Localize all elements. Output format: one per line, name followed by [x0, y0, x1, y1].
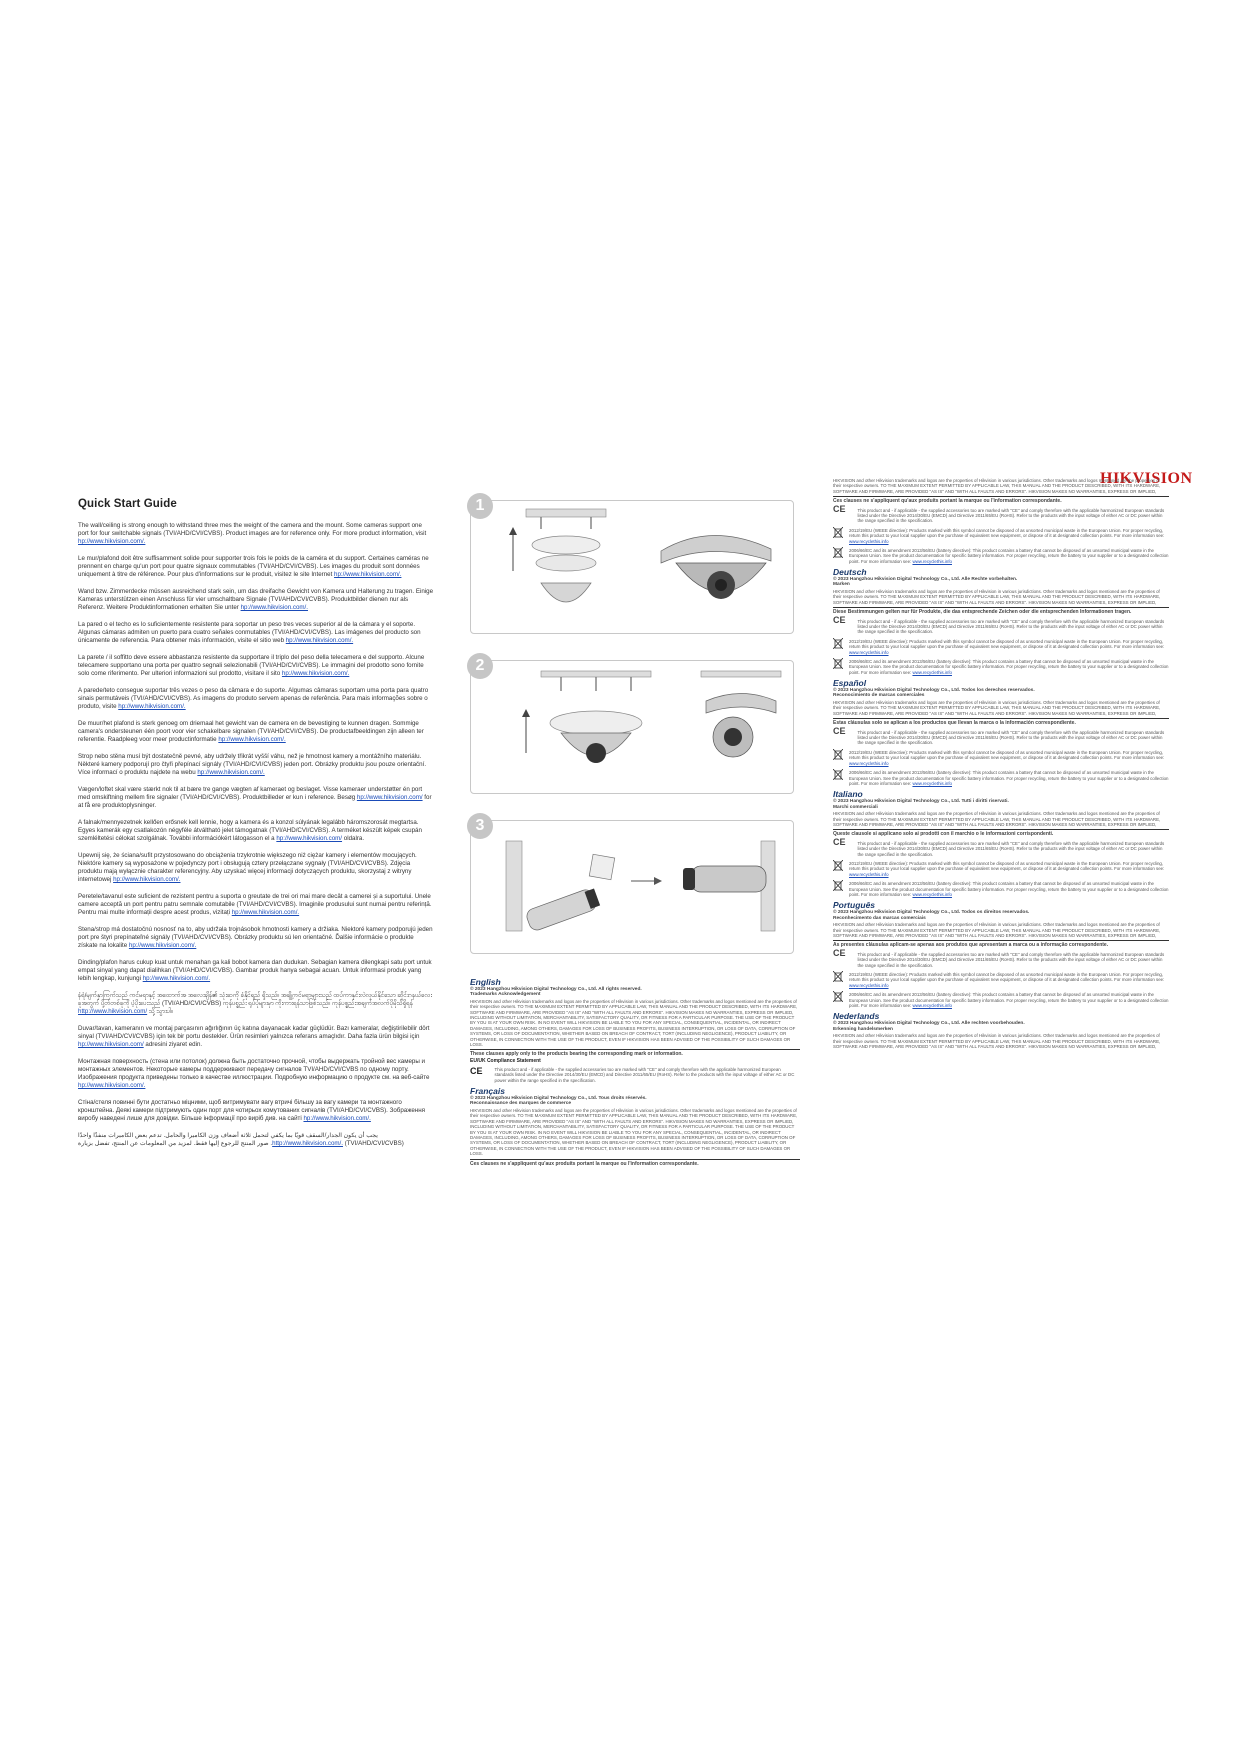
- ce-mark-icon: CE: [833, 947, 846, 958]
- intro-paragraph: [78, 1099, 434, 1123]
- intro-paragraph: [78, 654, 434, 678]
- battery-bin-icon: [833, 769, 843, 780]
- language-section: [833, 789, 1169, 898]
- clause-note: Queste clausole si applicano solo ai prodotti con il marchio o le informazioni corrispondenti.: [833, 831, 1054, 838]
- trademark-heading: Trademarks Acknowledgement: [470, 992, 541, 998]
- battery-bin-icon: [833, 880, 843, 891]
- intro-text: Монтажная поверхность (стена или потолок) должна быть достаточно прочной, чтобы выдержать тройной вес камеры и монтажных элементов. Некоторые камеры поддерживают передачу сигналов TVI/AHD/CVI/CVBS по одному порту. Изображения продукта приведены только в качестве иллюстрации. Подробную информацию о продукте см. на веб-сайте: [78, 1058, 430, 1081]
- ce-mark-icon: CE: [833, 503, 846, 514]
- weee-text: [849, 750, 1169, 766]
- hikvision-link[interactable]: hp://www.hikvision.com/: [276, 835, 343, 842]
- legal-fine-print: HIKVISION and other Hikvision trademarks and logos are the properties of Hikvision in various jurisdictions. Other trademarks and logos mentioned are the properties of their respective owners. TO THE MAXIMUM EXTENT PERMITTED BY APPLICABLE LAW, THIS MANUAL AND THE PRODUCT DESCRIBED, WITH ITS HARDWARE, SOFTWARE AND FIRMWARE, ARE PROVIDED "AS IS" AND "WITH ALL FAULTS AND ERRORS". HIKVISION MAKES NO WARRANTIES, EXPRESS OR IMPLIED,: [833, 478, 1161, 494]
- weee-row: [833, 527, 1169, 545]
- recycle-link[interactable]: www.recyclethis.info: [849, 871, 889, 877]
- clause-note: Ces clauses ne s'appliquent qu'aux produits portant la marque ou l'information correspondante.: [833, 498, 1062, 504]
- language-section: [833, 678, 1169, 787]
- divider: [470, 1049, 800, 1050]
- ce-mark-icon: CE: [833, 836, 846, 847]
- hikvision-link[interactable]: hp://www.hikvision.com/.: [118, 703, 186, 710]
- intro-paragraph: [78, 1058, 434, 1090]
- battery-row: [833, 991, 1169, 1009]
- recycle-link[interactable]: www.recyclethis.info: [912, 558, 952, 564]
- language-title: Português: [833, 900, 876, 911]
- hikvision-link[interactable]: hp://www.hikvision.com/.: [197, 769, 265, 776]
- step-number: 1: [467, 493, 493, 519]
- trademark-heading: Erkenning handelsmerken: [833, 1026, 893, 1032]
- weee-text: [849, 528, 1169, 544]
- intro-paragraph: [78, 819, 434, 843]
- language-section: [470, 1086, 800, 1167]
- page-title: Quick Start Guide: [78, 498, 177, 510]
- battery-bin-icon: [833, 658, 843, 669]
- legal-fine-print: HIKVISION and other Hikvision trademarks and logos are the properties of Hikvision in various jurisdictions. Other trademarks and logos mentioned are the properties of their respective owners. TO THE MAXIMUM EXTENT PERMITTED BY APPLICABLE LAW, THIS MANUAL AND THE PRODUCT DESCRIBED, WITH ITS HARDWARE, SOFTWARE AND FIRMWARE, ARE PROVIDED "AS IS" AND "WITH ALL FAULTS AND ERRORS". HIKVISION MAKES NO WARRANTIES, EXPRESS OR IMPLIED,: [833, 700, 1161, 716]
- intro-text: Stena/strop má dostatočnú nosnosť na to, aby udržala trojnásobok hmotnosti kamery a držiaka. Niektoré kamery podporujú jeden port pre štyri prepínateľné signály (TVI/AHD/CVI/CVBS). Obrázky produktu sú len orientačné. Ďalšie informácie o produkte získate na lokalite: [78, 926, 433, 949]
- compliance-text: This product and - if applicable - the supplied accessories too are marked with "CE" and comply therefore with the applicable harmonized European standards listed under the Directive 2014/30/EU (EMCD) and Directive 2011/65/EU (RoHS). Refer to the products with the input voltage of either AC or DC power within the range specified in the specification.: [857, 840, 1165, 857]
- intro-tail: adresini ziyaret edin.: [143, 1041, 203, 1048]
- hikvision-link[interactable]: hp://www.hikvision.com/.: [334, 571, 402, 578]
- battery-bin-icon: [833, 991, 843, 1002]
- bullet-camera-wall-mount-illustration: [471, 821, 793, 953]
- weee-statement: 2012/19/EU (WEEE directive): Products marked with this symbol cannot be disposed of as unsorted municipal waste in the European Union. For proper recycling, return this product to your local supplier upon the purchase of equivalent new equipment, or dispose of it at designated collection points. For more information see:: [849, 860, 1165, 872]
- crossed-bin-icon: [833, 860, 843, 871]
- crossed-bin-icon: [833, 527, 843, 538]
- battery-text: [849, 992, 1169, 1008]
- middle-column: [470, 497, 800, 1167]
- step-2-figure: [470, 657, 794, 794]
- weee-text: [849, 639, 1169, 655]
- trademark-heading: Reconnaissance des marques de commerce: [470, 1101, 572, 1107]
- ce-mark-icon: CE: [833, 725, 846, 736]
- arabic-line-2: (TVI/AHD/CVI/CVBS). صور المنتج للرجوع إليها فقط. لمزيد من المعلومات عن المنتج، تفضل بزيارة: [78, 1140, 404, 1147]
- copyright-line: © 2023 Hangzhou Hikvision Digital Technology Co., Ltd. Alle Rechte vorbehalten.: [833, 576, 1018, 582]
- divider: [833, 829, 1169, 830]
- trademark-heading: Marken: [833, 582, 850, 588]
- intro-text: The wall/ceiling is strong enough to withstand three mes the weight of the camera and the mount. Some cameras support one port for four switchable signals (TVI/AHD/CVI/CVBS). Product images are for reference only. For more product information, visit: [78, 522, 427, 537]
- recycle-link[interactable]: www.recyclethis.info: [849, 649, 889, 655]
- intro-paragraph: [78, 555, 434, 579]
- step-number: 3: [467, 813, 493, 839]
- hikvision-link[interactable]: hp://www.hikvision.com/.: [240, 604, 308, 611]
- recycle-link[interactable]: www.recyclethis.info: [912, 1002, 952, 1008]
- compliance-text: This product and - if applicable - the supplied accessories too are marked with "CE" and comply therefore with the applicable harmonized European standards listed under the Directive 2014/30/EU (EMCD) and Directive 2011/65/EU (RoHS). Refer to the products with the input voltage of either AC or DC power within the range specified in the specification.: [494, 1067, 795, 1083]
- battery-text: [849, 770, 1169, 786]
- intro-paragraph: [78, 753, 434, 777]
- battery-statement: 2006/66/EC and its amendment 2013/56/EU (battery directive): This product contains a battery that cannot be disposed of as unsorted municipal waste in the European Union. See the product documentation for specific battery information. For proper recycling, return the battery to your supplier or to a designated collection point. For more information see:: [849, 770, 1169, 786]
- clause-note: Diese Bestimmungen gelten nur für Produkte, die das entsprechende Zeichen oder die entsprechenden Informationen tragen.: [833, 609, 1132, 616]
- language-section: [833, 478, 1169, 565]
- intro-text: နံရံ/မျက်နှာကြက်သည် ကင်မရာနှင့် အထောက်အ အလေးချိန်၏ သုံးဆကို ခံနိုင်ရည် ရှိသည်။ အချို့ကင်မရာများသည် ထပ်ကာနှင်းလဲလှယ်နိုင်သော ဆိုင်းဂနယ်လေးခုအတွက် ပို့တ်တစ်ခုကို ပံ့ပိုးပေးသည် (TVI/AHD/CVI/CVBS) ကုန်ပစ္စည်း ရုပ်ပုံများမှာ ကိုးကားရန်သာဖြစ်သည်။ ကုန်ပစ္စည်းအချက်အလက်ပိုမိုသိရှိရန်: [78, 992, 433, 1007]
- ce-mark-icon: CE: [470, 1066, 483, 1077]
- battery-statement: 2006/66/EC and its amendment 2013/56/EU (battery directive): This product contains a battery that cannot be disposed of as unsorted municipal waste in the European Union. See the product documentation for specific battery information. For proper recycling, return the battery to your supplier or to a designated collection point. For more information see:: [849, 659, 1169, 675]
- turret-camera-mount-illustration: [471, 661, 793, 793]
- clause-note: These clauses apply only to the products bearing the corresponding mark or information.: [470, 1051, 683, 1058]
- battery-row: [833, 658, 1169, 676]
- arabic-link[interactable]: http://www.hikvision.com/.: [272, 1140, 343, 1147]
- middle-legal-text: [470, 977, 800, 1167]
- hikvision-link[interactable]: hp://www.hikvision.com/.: [303, 1115, 371, 1122]
- recycle-link[interactable]: www.recyclethis.info: [849, 538, 889, 544]
- recycle-link[interactable]: www.recyclethis.info: [849, 982, 889, 988]
- right-column: [833, 474, 1169, 1050]
- crossed-bin-icon: [833, 971, 843, 982]
- hikvision-link[interactable]: http://www.hikvision.com/: [78, 1008, 148, 1015]
- divider: [833, 496, 1169, 497]
- intro-paragraph: [78, 621, 434, 645]
- left-column: [78, 498, 434, 1157]
- weee-statement: 2012/19/EU (WEEE directive): Products marked with this symbol cannot be disposed of as unsorted municipal waste in the European Union. For proper recycling, return this product to your local supplier upon the purchase of equivalent new equipment, or dispose of it at designated collection points. For more information see:: [849, 527, 1165, 539]
- dome-camera-ceiling-mount-illustration: [471, 501, 793, 633]
- compliance-text: This product and - if applicable - the supplied accessories too are marked with "CE" and comply therefore with the applicable harmonized European standards listed under the Directive 2014/30/EU (EMCD) and Directive 2011/65/EU (RoHS). Refer to the products with the input voltage of either AC or DC power within the range specified in the specification.: [857, 618, 1165, 635]
- copyright-line: © 2023 Hangzhou Hikvision Digital Technology Co., Ltd. Todos los derechos reservados.: [833, 687, 1035, 693]
- intro-paragraph: [78, 1025, 434, 1049]
- ce-compliance-row: [833, 614, 1169, 636]
- legal-fine-print: HIKVISION and other Hikvision trademarks and logos are the properties of Hikvision in various jurisdictions. Other trademarks and logos mentioned are the properties of their respective owners. TO THE MAXIMUM EXTENT PERMITTED BY APPLICABLE LAW, THIS MANUAL AND THE PRODUCT DESCRIBED, WITH ITS HARDWARE, SOFTWARE AND FIRMWARE, ARE PROVIDED "AS IS" AND "WITH ALL FAULTS AND ERRORS". HIKVISION MAKES NO WARRANTIES, EXPRESS OR IMPLIED,: [833, 922, 1161, 938]
- weee-text: [849, 861, 1169, 877]
- step-1-figure: [470, 497, 794, 634]
- intro-text: A falnak/mennyezetnek kellően erősnek kell lennie, hogy a kamera és a konzol súlyának legalább háromszorosát megtartsa. Egyes kamerák egy csatlakozón négyféle átváltható jelet támogatnak (TVI/AHD/CVI/CVBS). A terméket készült képek csupán szemléltetési célokat szolgálnak. További információkért látogasson el a: [78, 819, 422, 842]
- intro-paragraph: [78, 852, 434, 884]
- language-title: Deutsch: [833, 567, 867, 578]
- battery-row: [833, 880, 1169, 898]
- language-section: [833, 1011, 1169, 1049]
- weee-row: [833, 749, 1169, 767]
- hikvision-link[interactable]: hp://www.hikvision.com/.: [142, 975, 211, 982]
- compliance-text: This product and - if applicable - the supplied accessories too are marked with "CE" and comply therefore with the applicable harmonized European standards listed under the Directive 2014/30/EU (EMCD) and Directive 2011/65/EU (RoHS). Refer to the products with the input voltage of either AC or DC power within the range specified in the specification.: [857, 729, 1165, 746]
- intro-text: Duvar/tavan, kameranın ve montaj parçasının ağırlığının üç katına dayanacak kadar güçlüdür. Bazı kameralar, değiştirilebilir dört sinyal (TVI/AHD/CVI/CVBS) için tek bir portu destekler. Ürün resimleri yalnızca referans amaçlıdır. Daha fazla ürün bilgisi için: [78, 1025, 430, 1040]
- language-section: [833, 567, 1169, 676]
- intro-text: Strop nebo stěna musí být dostatečně pevné, aby udržely třikrát vyšší váhu, než je hmotnost kamery a montážního materiálu. Některé kamery podporují pro čtyři přepínací signály (TVI/AHD/CVI/CVBS) jeden port. Obrázky produktu jsou pouze orientační. Více informací o produktu najdete na webu: [78, 753, 427, 776]
- hikvision-link[interactable]: hp://www.hikvision.com/.: [113, 876, 181, 883]
- intro-text: Wand bzw. Zimmerdecke müssen ausreichend stark sein, um das dreifache Gewicht von Kamera und Halterung zu tragen. Einige Kameras unterstützen einen Anschluss für vier umschaltbare Signale (TVI/AHD/CVI/CVBS). Produktbilder dienen nur als Referenz. Weitere Produktinformationen erhalten Sie unter: [78, 588, 434, 611]
- trademark-heading: Marchi commerciali: [833, 804, 878, 810]
- recycle-link[interactable]: www.recyclethis.info: [912, 669, 952, 675]
- arabic-paragraph: [78, 1132, 434, 1148]
- language-title: Italiano: [833, 789, 863, 800]
- step-number: 2: [467, 653, 493, 679]
- intro-text: La parete / il soffitto deve essere abbastanza resistente da supportare il triplo del peso della telecamera e del supporto. Alcune telecamere supportano una porta per quattro segnali selezionabili (TVI/AHD/CVI/CVBS). Le immagini del prodotto sono fornite solo come riferimento. Per ulteriori informazioni sul prodotto, visitare il sito: [78, 654, 425, 677]
- intro-paragraph: [78, 992, 434, 1016]
- intro-tail: for at få ere produktoplysninger.: [78, 794, 432, 809]
- divider: [833, 607, 1169, 608]
- hikvision-link[interactable]: hp://www.hikvision.com/.: [78, 538, 146, 545]
- recycle-link[interactable]: www.recyclethis.info: [912, 891, 952, 897]
- battery-statement: 2006/66/EC and its amendment 2013/56/EU (battery directive): This product contains a battery that cannot be disposed of as unsorted municipal waste in the European Union. See the product documentation for specific battery information. For proper recycling, return the battery to your supplier or to a designated collection point. For more information see:: [849, 992, 1169, 1008]
- hikvision-link[interactable]: hp://www.hikvision.com/.: [218, 736, 286, 743]
- intro-text: Vægen/loftet skal være stærkt nok til at bære tre gange vægten af kameraet og beslaget. Visse kameraer understøtter én port med omskiftning mellem fire signaler (TVI/AHD/CVI/CVBS). Produktbilleder er kun i reference. Besøg: [78, 786, 423, 801]
- hikvision-link[interactable]: hp://www.hikvision.com/.: [281, 670, 350, 677]
- step-3-figure: [470, 817, 794, 954]
- intro-paragraph: [78, 687, 434, 711]
- ce-compliance-row: [833, 947, 1169, 969]
- hikvision-link[interactable]: hp://www.hikvision.com/.: [285, 637, 354, 644]
- intro-paragraph: [78, 720, 434, 744]
- hikvision-link[interactable]: hp://www.hikvision.com/.: [78, 1082, 146, 1089]
- intro-text: La pared o el techo es lo suficientemente resistente para soportar un peso tres veces superior al de la cámara y el soporte. Algunas cámaras admiten un puerto para cuatro señales conmutables (TVI/AHD/CVI/CVBS). Las imágenes del producto son únicamente de referencia. Para obtener más información, visite el sitio web: [78, 621, 421, 644]
- intro-tail: သို့ သွားပါ။: [147, 1008, 174, 1015]
- ce-mark-icon: CE: [833, 614, 846, 625]
- copyright-line: © 2023 Hangzhou Hikvision Digital Technology Co., Ltd. Tous droits réservés.: [470, 1095, 647, 1101]
- battery-bin-icon: [833, 547, 843, 558]
- battery-text: [849, 659, 1169, 675]
- intro-text: Le mur/plafond doit être suffisamment solide pour supporter trois fois le poids de la caméra et du support. Certaines caméras ne prennent en charge qu'un port pour quatre signaux commutables (TVI/AHD/CVI/CVBS). Les images du produit sont données uniquement à titre de référence. Pour plus d'informations sur le produit, visitez le site Internet: [78, 555, 429, 578]
- intro-text: A parede/teto consegue suportar três vezes o peso da câmara e do suporte. Algumas câmaras suportam uma porta para quatro sinais permutáveis (TVI/AHD/CVI/CVBS). As imagens do produto servem apenas de referência. Para mais informações sobre o produto, visite: [78, 687, 429, 710]
- legal-fine-print: HIKVISION and other Hikvision trademarks and logos are the properties of Hikvision in various jurisdictions. Other trademarks and logos mentioned are the properties of their respective owners. TO THE MAXIMUM EXTENT PERMITTED BY APPLICABLE LAW, THIS MANUAL AND THE PRODUCT DESCRIBED, WITH ITS HARDWARE, SOFTWARE AND FIRMWARE, ARE PROVIDED "AS IS" AND "WITH ALL FAULTS AND ERRORS". HIKVISION MAKES NO WARRANTIES, EXPRESS OR IMPLIED,: [833, 1033, 1161, 1049]
- intro-paragraph: [78, 588, 434, 612]
- legal-fine-print: HIKVISION and other Hikvision trademarks and logos are the properties of Hikvision in various jurisdictions. Other trademarks and logos mentioned are the properties of their respective owners. TO THE MAXIMUM EXTENT PERMITTED BY APPLICABLE LAW, THIS MANUAL AND THE PRODUCT DESCRIBED, WITH ITS HARDWARE, SOFTWARE AND FIRMWARE, ARE PROVIDED "AS IS" AND "WITH ALL FAULTS AND ERRORS". HIKVISION MAKES NO WARRANTIES, EXPRESS OR IMPLIED, INCLUDING WITHOUT LIMITATION, MERCHANTABILITY, SATISFACTORY QUALITY, OR FITNESS FOR A PARTICULAR PURPOSE. THE USE OF THE PRODUCT BY YOU IS AT YOUR OWN RISK. IN NO EVENT WILL HIKVISION BE LIABLE TO YOU FOR ANY SPECIAL, CONSEQUENTIAL, INCIDENTAL, OR INDIRECT DAMAGES, INCLUDING, AMONG OTHERS, DAMAGES FOR LOSS OF BUSINESS PROFITS, BUSINESS INTERRUPTION, OR LOSS OF DATA, CORRUPTION OF SYSTEMS, OR LOSS OF DOCUMENTATION, WHETHER BASED ON BREACH OF CONTRACT, TORT (INCLUDING NEGLIGENCE), PRODUCT LIABILITY, OR OTHERWISE, IN CONNECTION WITH THE USE OF THE PRODUCT, EVEN IF HIKVISION HAS BEEN ADVISED OF THE POSSIBILITY OF SUCH DAMAGES OR LOSS.: [470, 998, 798, 1048]
- weee-statement: 2012/19/EU (WEEE directive): Products marked with this symbol cannot be disposed of as unsorted municipal waste in the European Union. For proper recycling, return this product to your local supplier upon the purchase of equivalent new equipment, or dispose of it at designated collection points. For more information see:: [849, 749, 1165, 761]
- intro-text: Peretele/tavanul este suficient de rezistent pentru a suporta o greutate de trei ori mai mare decât a camerei și a suportului. Unele camere acceptă un port pentru patru semnale comutabile (TVI/AHD/CVI/CVBS). Imaginile produsului sunt numai pentru referință. Pentru mai multe informații despre acest produs, vizitați: [78, 893, 432, 916]
- battery-row: [833, 547, 1169, 565]
- intro-tail: oldalra.: [342, 835, 365, 842]
- arabic-line-1: يجب أن يكون الجدار/السقف قويًا بما يكفي لتحمل ثلاثة أضعاف وزن الكاميرا والحامل. تدعم بعض الكاميرات منفذًا واحدًا: [78, 1132, 379, 1139]
- intro-paragraph: [78, 959, 434, 983]
- language-title: English: [470, 977, 501, 987]
- ce-compliance-row: [833, 836, 1169, 858]
- language-title: Français: [470, 1086, 505, 1097]
- clause-note: As presentes cláusulas aplicam-se apenas aos produtos que apresentam a marca ou a informação correspondente.: [833, 942, 1109, 949]
- trademark-heading: Reconocimiento de marcas comerciales: [833, 693, 925, 699]
- intro-text: Upewnij się, że ściana/sufit przystosowano do obciążenia trzykrotnie większego niż ciężar kamery i elementów mocujących. Niektóre kamery są wyposażone w pojedynczy port i obsługują cztery przełączane sygnały (TVI/AHD/CVI/CVBS). Zdjęcia produktu mają wyłącznie charakter referencyjny. Aby uzyskać więcej informacji dotyczących produktu, skorzystaj z witryny internetowej: [78, 852, 417, 883]
- intro-text: De muur/het plafond is sterk genoeg om driemaal het gewicht van de camera en de bevestiging te kunnen dragen. Sommige camera's ondersteunen één poort voor vier schakelbare signalen (TVI/AHD/CVI/CVBS). De productafbeeldingen zijn alleen ter referentie. Raadpleeg voor meer productinformatie: [78, 720, 424, 743]
- divider: [470, 1159, 800, 1160]
- weee-row: [833, 860, 1169, 878]
- multilingual-intro: [78, 522, 434, 1123]
- hikvision-link[interactable]: hp://www.hikvision.com/.: [128, 942, 197, 949]
- divider: [833, 940, 1169, 941]
- recycle-link[interactable]: www.recyclethis.info: [912, 780, 952, 786]
- hikvision-link[interactable]: hp://www.hikvision.com/.: [231, 909, 300, 916]
- intro-paragraph: [78, 786, 434, 810]
- crossed-bin-icon: [833, 749, 843, 760]
- weee-text: [849, 972, 1169, 988]
- compliance-text: This product and - if applicable - the supplied accessories too are marked with "CE" and comply therefore with the applicable harmonized European standards listed under the Directive 2014/30/EU (EMCD) and Directive 2011/65/EU (RoHS). Refer to the products with the input voltage of either AC or DC power within the range specified in the specification.: [857, 951, 1165, 968]
- weee-statement: 2012/19/EU (WEEE directive): Products marked with this symbol cannot be disposed of as unsorted municipal waste in the European Union. For proper recycling, return this product to your local supplier upon the purchase of equivalent new equipment, or dispose of it at designated collection points. For more information see:: [849, 638, 1165, 650]
- weee-row: [833, 971, 1169, 989]
- battery-text: [849, 548, 1169, 564]
- eu-compliance-heading: EU/UK Compliance Statement: [470, 1058, 541, 1065]
- clause-note: Estas cláusulas solo se aplican a los productos que llevan la marca o la información correspondiente.: [833, 720, 1076, 727]
- weee-row: [833, 638, 1169, 656]
- intro-paragraph: [78, 926, 434, 950]
- intro-paragraph: [78, 522, 434, 546]
- copyright-line: © 2023 Hangzhou Hikvision Digital Technology Co., Ltd. Tutti i diritti riservati.: [833, 798, 1009, 804]
- battery-row: [833, 769, 1169, 787]
- intro-paragraph: [78, 893, 434, 917]
- recycle-link[interactable]: www.recyclethis.info: [849, 760, 889, 766]
- language-section: [470, 977, 800, 1058]
- compliance-text: This product and - if applicable - the supplied accessories too are marked with "CE" and comply therefore with the applicable harmonized European standards listed under the Directive 2014/30/EU (EMCD) and Directive 2011/65/EU (RoHS). Refer to the products with the input voltage of either AC or DC power within the range specified in the specification.: [857, 507, 1165, 524]
- clause-note: Ces clauses ne s'appliquent qu'aux produits portant la marque ou l'information correspondante.: [470, 1160, 699, 1167]
- battery-statement: 2006/66/EC and its amendment 2013/56/EU (battery directive): This product contains a battery that cannot be disposed of as unsorted municipal waste in the European Union. See the product documentation for specific battery information. For proper recycling, return the battery to your supplier or to a designated collection point. For more information see:: [849, 548, 1169, 564]
- legal-fine-print: HIKVISION and other Hikvision trademarks and logos are the properties of Hikvision in various jurisdictions. Other trademarks and logos mentioned are the properties of their respective owners. TO THE MAXIMUM EXTENT PERMITTED BY APPLICABLE LAW, THIS MANUAL AND THE PRODUCT DESCRIBED, WITH ITS HARDWARE, SOFTWARE AND FIRMWARE, ARE PROVIDED "AS IS" AND "WITH ALL FAULTS AND ERRORS". HIKVISION MAKES NO WARRANTIES, EXPRESS OR IMPLIED,: [833, 811, 1161, 827]
- copyright-line: © 2023 Hangzhou Hikvision Digital Technology Co., Ltd. All rights reserved.: [470, 986, 642, 992]
- hikvision-logo: HIKVISION: [1100, 470, 1193, 487]
- battery-statement: 2006/66/EC and its amendment 2013/56/EU (battery directive): This product contains a battery that cannot be disposed of as unsorted municipal waste in the European Union. See the product documentation for specific battery information. For proper recycling, return the battery to your supplier or to a designated collection point. For more information see:: [849, 881, 1169, 897]
- legal-fine-print: HIKVISION and other Hikvision trademarks and logos are the properties of Hikvision in various jurisdictions. Other trademarks and logos mentioned are the properties of their respective owners. TO THE MAXIMUM EXTENT PERMITTED BY APPLICABLE LAW, THIS MANUAL AND THE PRODUCT DESCRIBED, WITH ITS HARDWARE, SOFTWARE AND FIRMWARE, ARE PROVIDED "AS IS" AND "WITH ALL FAULTS AND ERRORS". HIKVISION MAKES NO WARRANTIES, EXPRESS OR IMPLIED, INCLUDING WITHOUT LIMITATION, MERCHANTABILITY, SATISFACTORY QUALITY, OR FITNESS FOR A PARTICULAR PURPOSE. THE USE OF THE PRODUCT BY YOU IS AT YOUR OWN RISK. IN NO EVENT WILL HIKVISION BE LIABLE TO YOU FOR ANY SPECIAL, CONSEQUENTIAL, INCIDENTAL, OR INDIRECT DAMAGES, INCLUDING, AMONG OTHERS, DAMAGES FOR LOSS OF BUSINESS PROFITS, BUSINESS INTERRUPTION, OR LOSS OF DATA, CORRUPTION OF SYSTEMS, OR LOSS OF DOCUMENTATION, WHETHER BASED ON BREACH OF CONTRACT, TORT (INCLUDING NEGLIGENCE), PRODUCT LIABILITY, OR OTHERWISE, IN CONNECTION WITH THE USE OF THE PRODUCT, EVEN IF HIKVISION HAS BEEN ADVISED OF THE POSSIBILITY OF SUCH DAMAGES OR LOSS.: [470, 1108, 798, 1157]
- ce-compliance-row: [833, 725, 1169, 747]
- crossed-bin-icon: [833, 638, 843, 649]
- legal-fine-print: HIKVISION and other Hikvision trademarks and logos are the properties of Hikvision in various jurisdictions. Other trademarks and logos mentioned are the properties of their respective owners. TO THE MAXIMUM EXTENT PERMITTED BY APPLICABLE LAW, THIS MANUAL AND THE PRODUCT DESCRIBED, WITH ITS HARDWARE, SOFTWARE AND FIRMWARE, ARE PROVIDED "AS IS" AND "WITH ALL FAULTS AND ERRORS". HIKVISION MAKES NO WARRANTIES, EXPRESS OR IMPLIED,: [833, 589, 1161, 605]
- intro-text: Стіна/стеля повинні бути достатньо міцними, щоб витримувати вагу втричі більшу за вагу камери та монтажного кронштейна. Деякі камери підтримують один порт для чотирьох комутованих сигналів (TVI/AHD/CVI/CVBS). Зображення виробу наведені лише для довідки. Більше інформації про виріб див. на сайті: [78, 1099, 425, 1122]
- ce-compliance-row: [833, 503, 1169, 525]
- language-title: Nederlands: [833, 1011, 880, 1022]
- language-title: Español: [833, 678, 867, 689]
- battery-text: [849, 881, 1169, 897]
- weee-statement: 2012/19/EU (WEEE directive): Products marked with this symbol cannot be disposed of as unsorted municipal waste in the European Union. For proper recycling, return this product to your local supplier upon the purchase of equivalent new equipment, or dispose of it at designated collection points. For more information see:: [849, 971, 1165, 983]
- copyright-line: © 2023 Hangzhou Hikvision Digital Technology Co., Ltd. Todos os direitos reservados.: [833, 909, 1030, 915]
- copyright-line: © 2023 Hangzhou Hikvision Digital Technology Co., Ltd. Alle rechten voorbehouden.: [833, 1020, 1025, 1026]
- ce-compliance-row: [470, 1066, 800, 1084]
- divider: [833, 718, 1169, 719]
- intro-text: Dinding/plafon harus cukup kuat untuk menahan ga kali bobot kamera dan dudukan. Sebagian kamera dilengkapi satu port untuk empat sinyal yang dapat dialihkan (TVI/AHD/CVI/CVBS). Gambar produk hanya sebagai acuan. Untuk informasi produk yang lebih lengkap, kunjungi: [78, 959, 432, 982]
- trademark-heading: Reconhecimento das marcas comerciais: [833, 915, 926, 921]
- hikvision-link[interactable]: hp://www.hikvision.com/: [356, 794, 423, 801]
- hikvision-link[interactable]: hp://www.hikvision.com/: [78, 1041, 144, 1048]
- language-section: [833, 900, 1169, 1009]
